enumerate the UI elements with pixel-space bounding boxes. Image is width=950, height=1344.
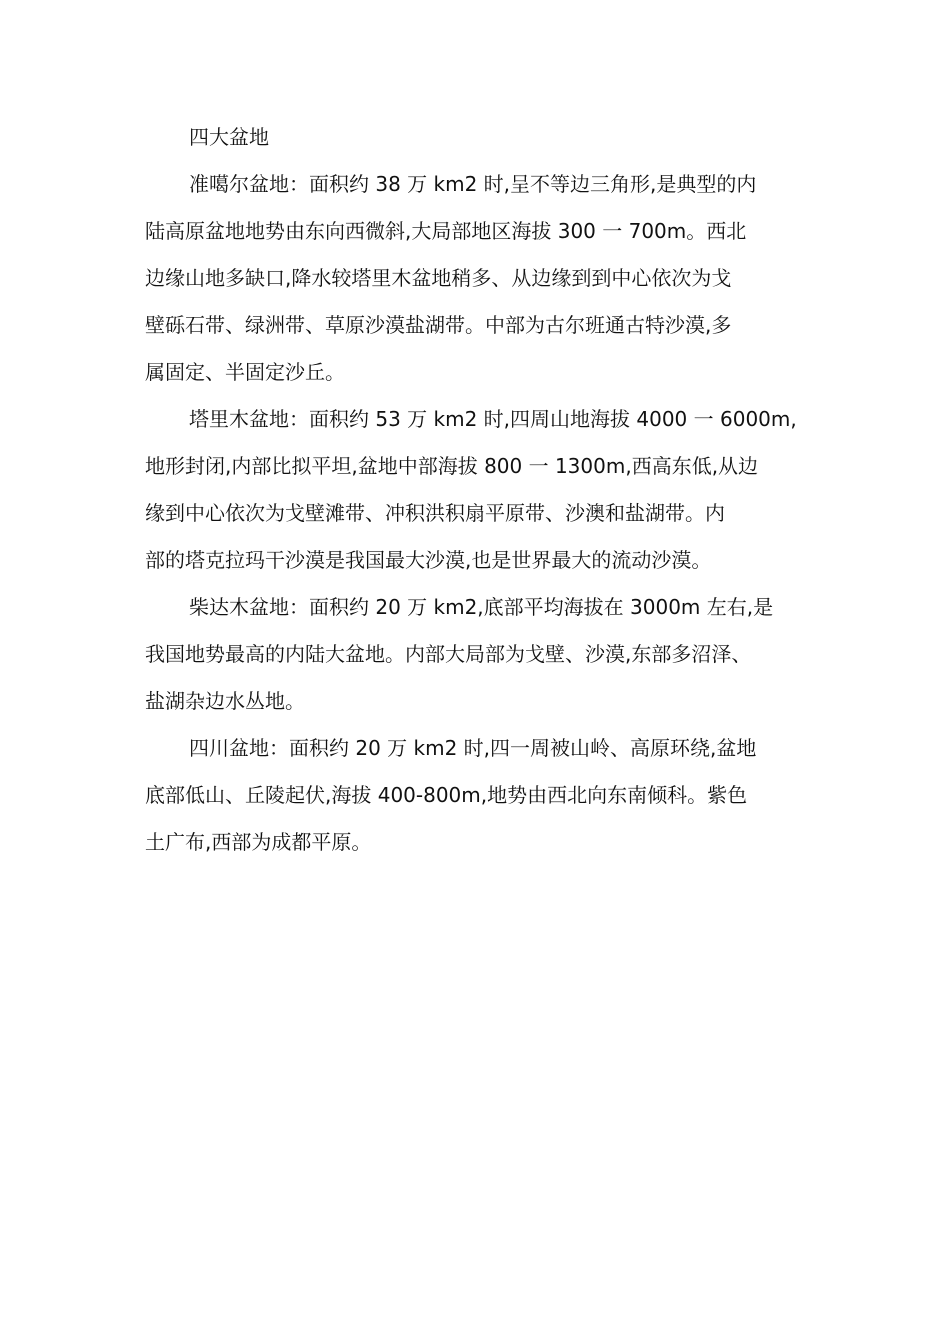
paragraph-line: 底部低山、丘陵起伏,海拔 400-800m,地势由西北向东南倾科。紫色	[145, 783, 748, 807]
paragraph-line: 地形封闭,内部比拟平坦,盆地中部海拔 800 一 1300m,西高东低,从边	[145, 454, 759, 478]
paragraph-line: 壁砾石带、绿洲带、草原沙漠盐湖带。中部为古尔班通古特沙漠,多	[145, 313, 732, 337]
paragraph-sichuan-basin	[145, 725, 810, 866]
paragraph-line: 我国地势最高的内陆大盆地。内部大局部为戈壁、沙漠,东部多沼泽、	[145, 642, 752, 666]
paragraph-line: 塔里木盆地：面积约 53 万 km2 时,四周山地海拔 4000 一 6000m,	[189, 407, 797, 431]
paragraph-line: 四川盆地：面积约 20 万 km2 时,四一周被山岭、高原环绕,盆地	[189, 736, 757, 760]
paragraph-line: 柴达木盆地：面积约 20 万 km2,底部平均海拔在 3000m 左右,是	[189, 595, 774, 619]
paragraph-line: 属固定、半固定沙丘。	[145, 360, 345, 384]
paragraph-line: 缘到中心依次为戈壁滩带、冲积洪积扇平原带、沙澳和盐湖带。内	[145, 501, 725, 525]
paragraph-junggar-basin	[145, 161, 810, 396]
paragraph-tarim-basin	[145, 396, 810, 584]
paragraph-line: 边缘山地多缺口,降水较塔里木盆地稍多、从边缘到到中心依次为戈	[145, 266, 732, 290]
paragraph-line: 准噶尔盆地：面积约 38 万 km2 时,呈不等边三角形,是典型的内	[189, 172, 757, 196]
paragraph-line: 部的塔克拉玛干沙漠是我国最大沙漠,也是世界最大的流动沙漠。	[145, 548, 712, 572]
paragraph-line: 土广布,西部为成都平原。	[145, 830, 372, 854]
paragraph-line: 盐湖杂边水丛地。	[145, 689, 305, 713]
title-text: 四大盆地	[189, 125, 269, 149]
document-body	[145, 114, 810, 866]
paragraph-line: 陆高原盆地地势由东向西微斜,大局部地区海拔 300 一 700m。西北	[145, 219, 747, 243]
paragraph-qaidam-basin	[145, 584, 810, 725]
document-title	[145, 114, 810, 161]
